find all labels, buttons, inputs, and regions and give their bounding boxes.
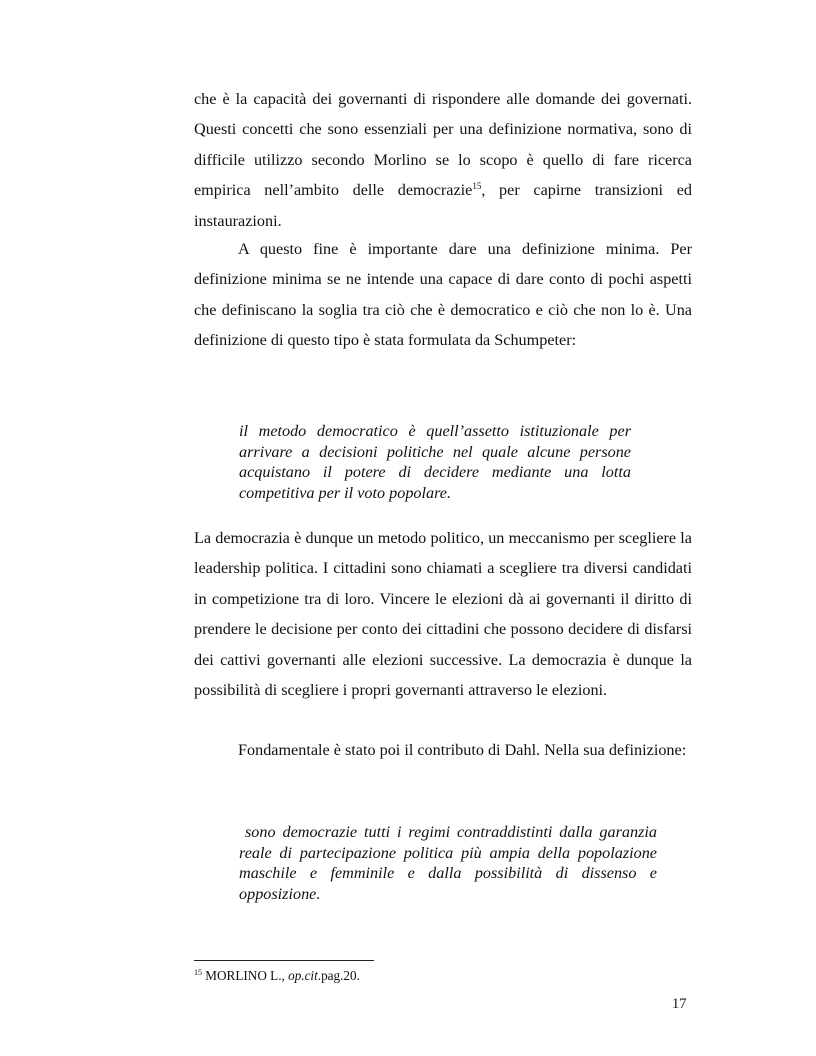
footnote-pages: .pag.20. xyxy=(317,968,360,983)
footnote-work: op.cit xyxy=(288,968,318,983)
paragraph-text: , per capirne transizioni ed instaurazioni. xyxy=(194,181,692,230)
paragraph-governanti xyxy=(194,84,692,236)
footnote-author: MORLINO L., xyxy=(205,968,289,983)
quote-dahl: sono democrazie tutti i regimi contraddistinti dalla garanzia reale di partecipazione politica più ampia della popolazione maschile e femminile e dalla possibilità di dissenso e opposizione. xyxy=(239,823,657,903)
paragraph-metodo-politico: La democrazia è dunque un metodo politico, un meccanismo per scegliere la leadership politica. I cittadini sono chiamati a scegliere tra diversi candidati in competizione tra di loro. Vincere le elezioni dà ai governanti il diritto di prendere le decisione per conto dei cittadini che possono decidere di disfarsi dei cattivi governanti alle elezioni successive. La democrazia è dunque la possibilità di scegliere i propri governanti attraverso le elezioni. xyxy=(194,529,692,700)
paragraph-definizione-minima: A questo fine è importante dare una definizione minima. Per definizione minima se ne intende una capace di dare conto di pochi aspetti che definiscano la soglia tra ciò che è democratico e ciò che non lo è. Una definizione di questo tipo è stata formulata da Schumpeter: xyxy=(194,240,692,350)
footnote-number: 15 xyxy=(194,968,202,977)
paragraph-dahl: Fondamentale è stato poi il contributo di Dahl. Nella sua definizione: xyxy=(238,741,687,759)
paragraph-text: che è la capacità dei governanti di rispondere alle domande dei governati. Questi concetti che sono essenziali per una definizione normativa, sono di difficile utilizzo secondo Morlino se lo scopo è quello di fare ricerca empirica nell’ambito delle democrazie xyxy=(194,90,692,200)
page-number: 17 xyxy=(672,996,687,1012)
footnote-reference[interactable]: 15 xyxy=(472,181,482,192)
quote-schumpeter: il metodo democratico è quell’assetto istituzionale per arrivare a decisioni politiche nel quale alcune persone acquistano il potere di decidere mediante una lotta competitiva per il voto popolare. xyxy=(239,422,631,502)
footnote xyxy=(194,968,360,984)
footnote-separator xyxy=(194,960,374,961)
